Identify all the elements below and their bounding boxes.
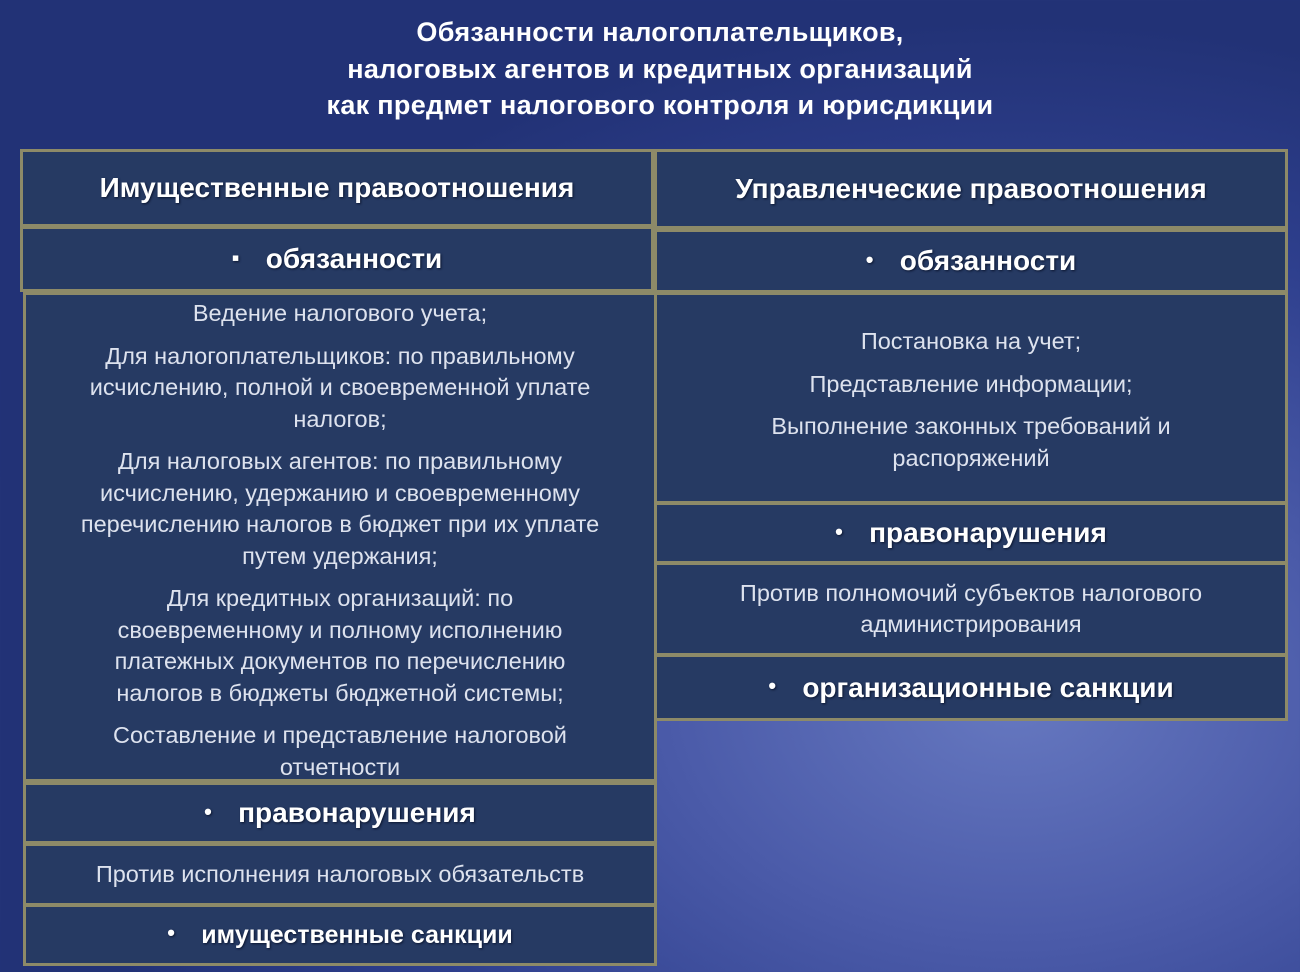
text-line: Составление и представление налоговой xyxy=(113,722,567,748)
bullet-icon: • xyxy=(167,919,175,945)
bullet-icon: • xyxy=(835,518,843,544)
left-offenses-header-box xyxy=(23,782,657,844)
title-line: налоговых агентов и кредитных организаций xyxy=(347,53,973,84)
square-bullet-icon: ▪ xyxy=(231,244,240,270)
left-offenses-label: правонарушения xyxy=(238,797,476,828)
right-offenses-label: правонарушения xyxy=(869,517,1107,548)
left-sanctions-box xyxy=(23,904,657,966)
list-item xyxy=(771,369,1170,401)
left-duties-label: обязанности xyxy=(265,243,443,274)
left-offenses-heading xyxy=(204,797,476,829)
text-line: исчислению, удержанию и своевременному xyxy=(100,479,580,506)
list-item xyxy=(771,326,1170,358)
left-sanctions-heading xyxy=(167,921,512,950)
text-line: Постановка на учет; xyxy=(860,328,1082,354)
right-offenses-header-box xyxy=(654,502,1288,564)
left-duties-header-box xyxy=(20,226,654,292)
right-duties-text xyxy=(771,326,1170,474)
right-duties-header-box xyxy=(654,229,1288,293)
text-line: исчислению, полной и своевременной уплате xyxy=(89,374,591,400)
list-item xyxy=(81,341,599,436)
list-item xyxy=(81,720,599,783)
right-sanctions-heading xyxy=(768,672,1173,704)
left-header: Имущественные правоотношения xyxy=(99,172,575,203)
text-line: Для налогоплательщиков: по правильному xyxy=(105,342,575,369)
list-item xyxy=(81,583,599,709)
text-line: Ведение налогового учета; xyxy=(192,300,488,326)
left-offenses-box xyxy=(23,843,657,906)
text-line: Для налоговых агентов: по правильному xyxy=(117,448,562,474)
text-line: администрирования xyxy=(860,611,1082,637)
title-line: Обязанности налогоплательщиков, xyxy=(416,17,904,47)
list-item xyxy=(81,446,599,572)
left-duties-list xyxy=(23,292,657,782)
text-line: налогов в бюджеты бюджетной системы; xyxy=(116,679,564,706)
text-line: перечислению налогов в бюджет при их уплате xyxy=(80,511,600,537)
right-offenses-text xyxy=(740,578,1202,641)
right-offenses-heading xyxy=(835,517,1107,549)
right-duties-heading xyxy=(866,245,1077,277)
bullet-icon: • xyxy=(865,246,874,272)
right-sanctions-box xyxy=(654,654,1288,721)
bullet-icon: • xyxy=(768,673,777,699)
right-sanctions-label: организационные санкции xyxy=(802,671,1174,703)
left-duties-text xyxy=(81,298,599,783)
left-duties-heading xyxy=(232,243,443,275)
title-line: как предмет налогового контроля и юрисдикции xyxy=(326,90,994,120)
text-line: Для кредитных организаций: по xyxy=(166,585,514,611)
text-line: Представление информации; xyxy=(809,370,1133,397)
text-line: Против полномочий субъектов налогового xyxy=(739,579,1203,606)
right-header: Управленческие правоотношения xyxy=(735,173,1207,204)
left-offenses-text: Против исполнения налоговых обязательств xyxy=(95,860,585,887)
text-line: своевременному и полному исполнению xyxy=(117,616,563,643)
text-line: платежных документов по перечислению xyxy=(114,648,566,674)
right-offenses-box xyxy=(654,562,1288,656)
list-item xyxy=(81,298,599,330)
text-line: путем удержания; xyxy=(242,542,438,569)
text-line: Выполнение законных требований и xyxy=(771,413,1171,439)
slide-title xyxy=(0,14,1300,124)
list-item xyxy=(771,411,1170,474)
left-sanctions-label: имущественные санкции xyxy=(201,920,513,949)
text-line: налогов; xyxy=(293,405,387,432)
text-line: распоряжений xyxy=(892,444,1050,471)
right-header-box xyxy=(654,149,1288,229)
left-header-box xyxy=(20,149,654,227)
right-duties-label: обязанности xyxy=(899,245,1077,276)
right-duties-list xyxy=(654,292,1288,504)
bullet-icon: • xyxy=(204,798,212,824)
text-line: отчетности xyxy=(279,753,401,780)
